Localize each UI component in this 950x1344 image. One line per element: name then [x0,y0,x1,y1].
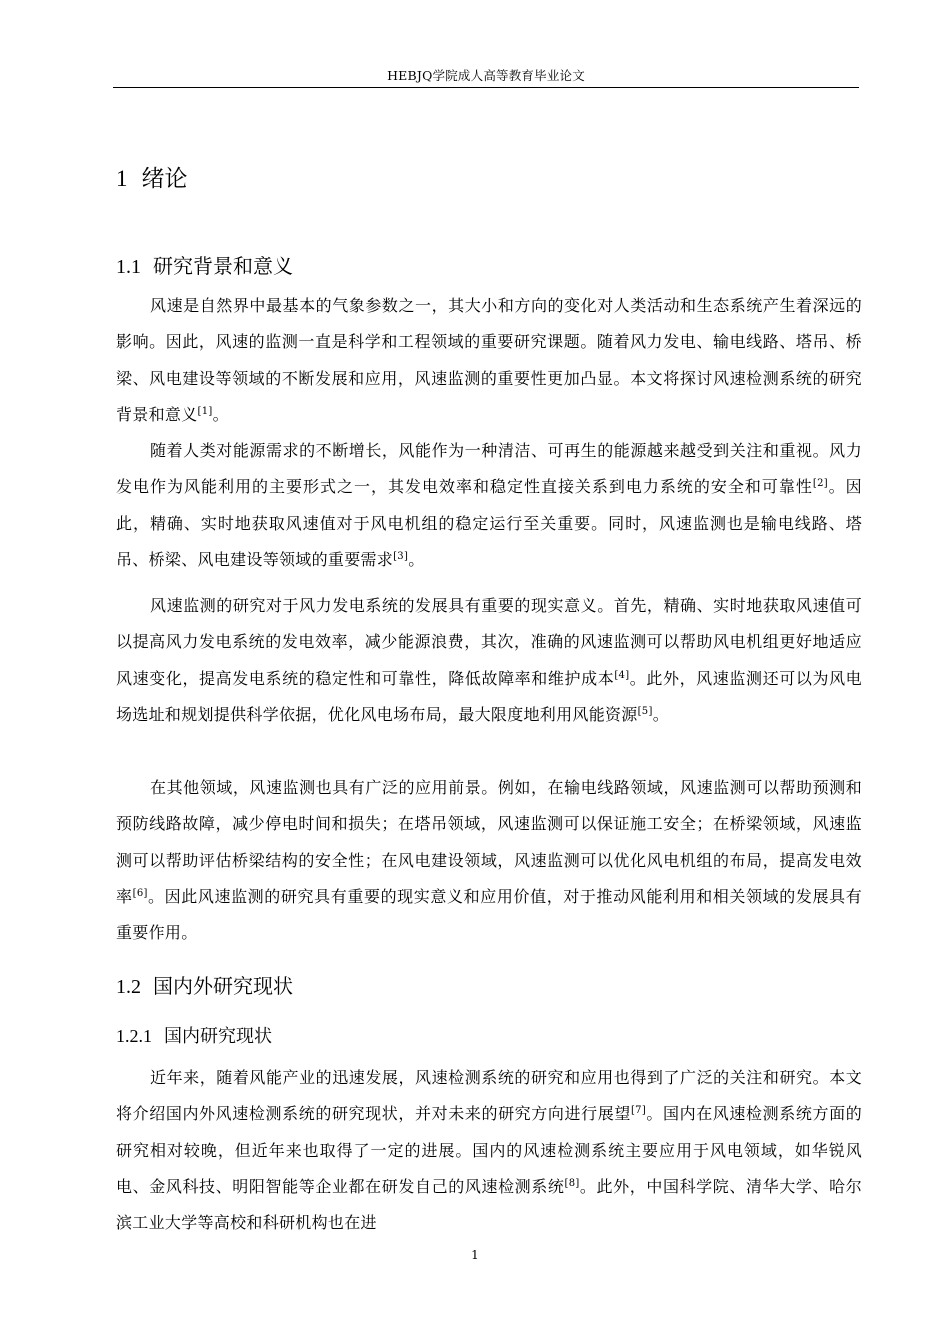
paragraph-text: 。 [652,704,669,724]
paragraph-text: 。 [408,549,425,569]
paragraph-4 [116,770,862,951]
paragraph-1 [116,288,862,433]
subsection-heading-1-2-1 [116,1022,272,1048]
section-title: 国内外研究现状 [153,974,293,998]
citation: [4] [614,669,630,681]
paragraph-5 [116,1060,862,1241]
paragraph-text: 风速监测的研究对于风力发电系统的发展具有重要的现实意义。首先，精确、实时地获取风速值可以提高风力发电系统的发电效率，减少能源浪费，其次，准确的风速监测可以帮助风电机组更好地适应风速变化，提高发电系统的稳定性和可靠性，降低故障率和维护成本 [116,596,862,688]
paragraph-2 [116,433,862,578]
paragraph-text: 在其他领域，风速监测也具有广泛的应用前景。例如，在输电线路领域，风速监测可以帮助预测和预防线路故障，减少停电时间和损失；在塔吊领域，风速监测可以保证施工安全；在桥梁领域，风速监测可以帮助评估桥梁结构的安全性；在风电建设领域，风速监测可以优化风电机组的布局，提高发电效率 [116,778,862,906]
section-title: 研究背景和意义 [153,254,293,278]
citation: [3] [393,550,409,562]
citation: [8] [564,1177,580,1189]
running-header: HEBJQ学院成人高等教育毕业论文 [387,68,585,83]
paragraph-text: 。因此风速监测的研究具有重要的现实意义和应用价值，对于推动风能利用和相关领域的发展具有重要作用。 [116,886,862,943]
paragraph-text: 。国内在风速检测系统方面的研究相对较晚，但近年来也取得了一定的进展。国内的风速检测系统主要应用于风电领域，如华锐风电、金风科技、明阳智能等企业都在研发自己的风速检测系统 [116,1104,862,1196]
citation: [5] [637,705,653,717]
section-number: 1.2 [116,976,141,998]
citation: [2] [812,478,828,490]
paragraph-text: 风速是自然界中最基本的气象参数之一，其大小和方向的变化对人类活动和生态系统产生着深远的影响。因此，风速的监测一直是科学和工程领域的重要研究课题。随着风力发电、输电线路、塔吊、桥梁、风电建设等领域的不断发展和应用，风速监测的重要性更加凸显。本文将探讨风速检测系统的研究背景和意义 [116,296,862,424]
citation: [6] [132,887,148,899]
paragraph-text: 。此外，风速监测还可以为风电场选址和规划提供科学依据，优化风电场布局，最大限度地利用风能资源 [116,668,862,724]
chapter-heading [116,160,188,193]
page-number: 1 [471,1248,479,1262]
header-rule [113,87,859,88]
paragraph-text: 。此外，中国科学院、清华大学、哈尔滨工业大学等高校和科研机构也在进 [116,1176,862,1233]
paragraph-text: 。因此，精确、实时地获取风速值对于风电机组的稳定运行至关重要。同时，风速监测也是输电线路、塔吊、桥梁、风电建设等领域的重要需求 [116,477,862,569]
section-number: 1.1 [116,256,141,278]
subsection-title: 国内研究现状 [164,1026,272,1047]
citation: [7] [630,1105,647,1117]
paragraph-text: 。 [212,404,229,424]
chapter-number: 1 [116,166,128,191]
section-heading-1-2 [116,970,293,999]
paragraph-text: 近年来，随着风能产业的迅速发展，风速检测系统的研究和应用也得到了广泛的关注和研究。本文将介绍国内外风速检测系统的研究现状，并对未来的研究方向进行展望 [116,1068,862,1124]
chapter-title: 绪论 [141,166,188,192]
citation: [1] [197,405,213,417]
section-heading-1-1 [116,250,293,279]
subsection-number: 1.2.1 [116,1026,152,1046]
paragraph-text: 随着人类对能源需求的不断增长，风能作为一种清洁、可再生的能源越来越受到关注和重视。风力发电作为风能利用的主要形式之一，其发电效率和稳定性直接关系到电力系统的安全和可靠性 [116,441,862,497]
paragraph-3 [116,588,862,733]
